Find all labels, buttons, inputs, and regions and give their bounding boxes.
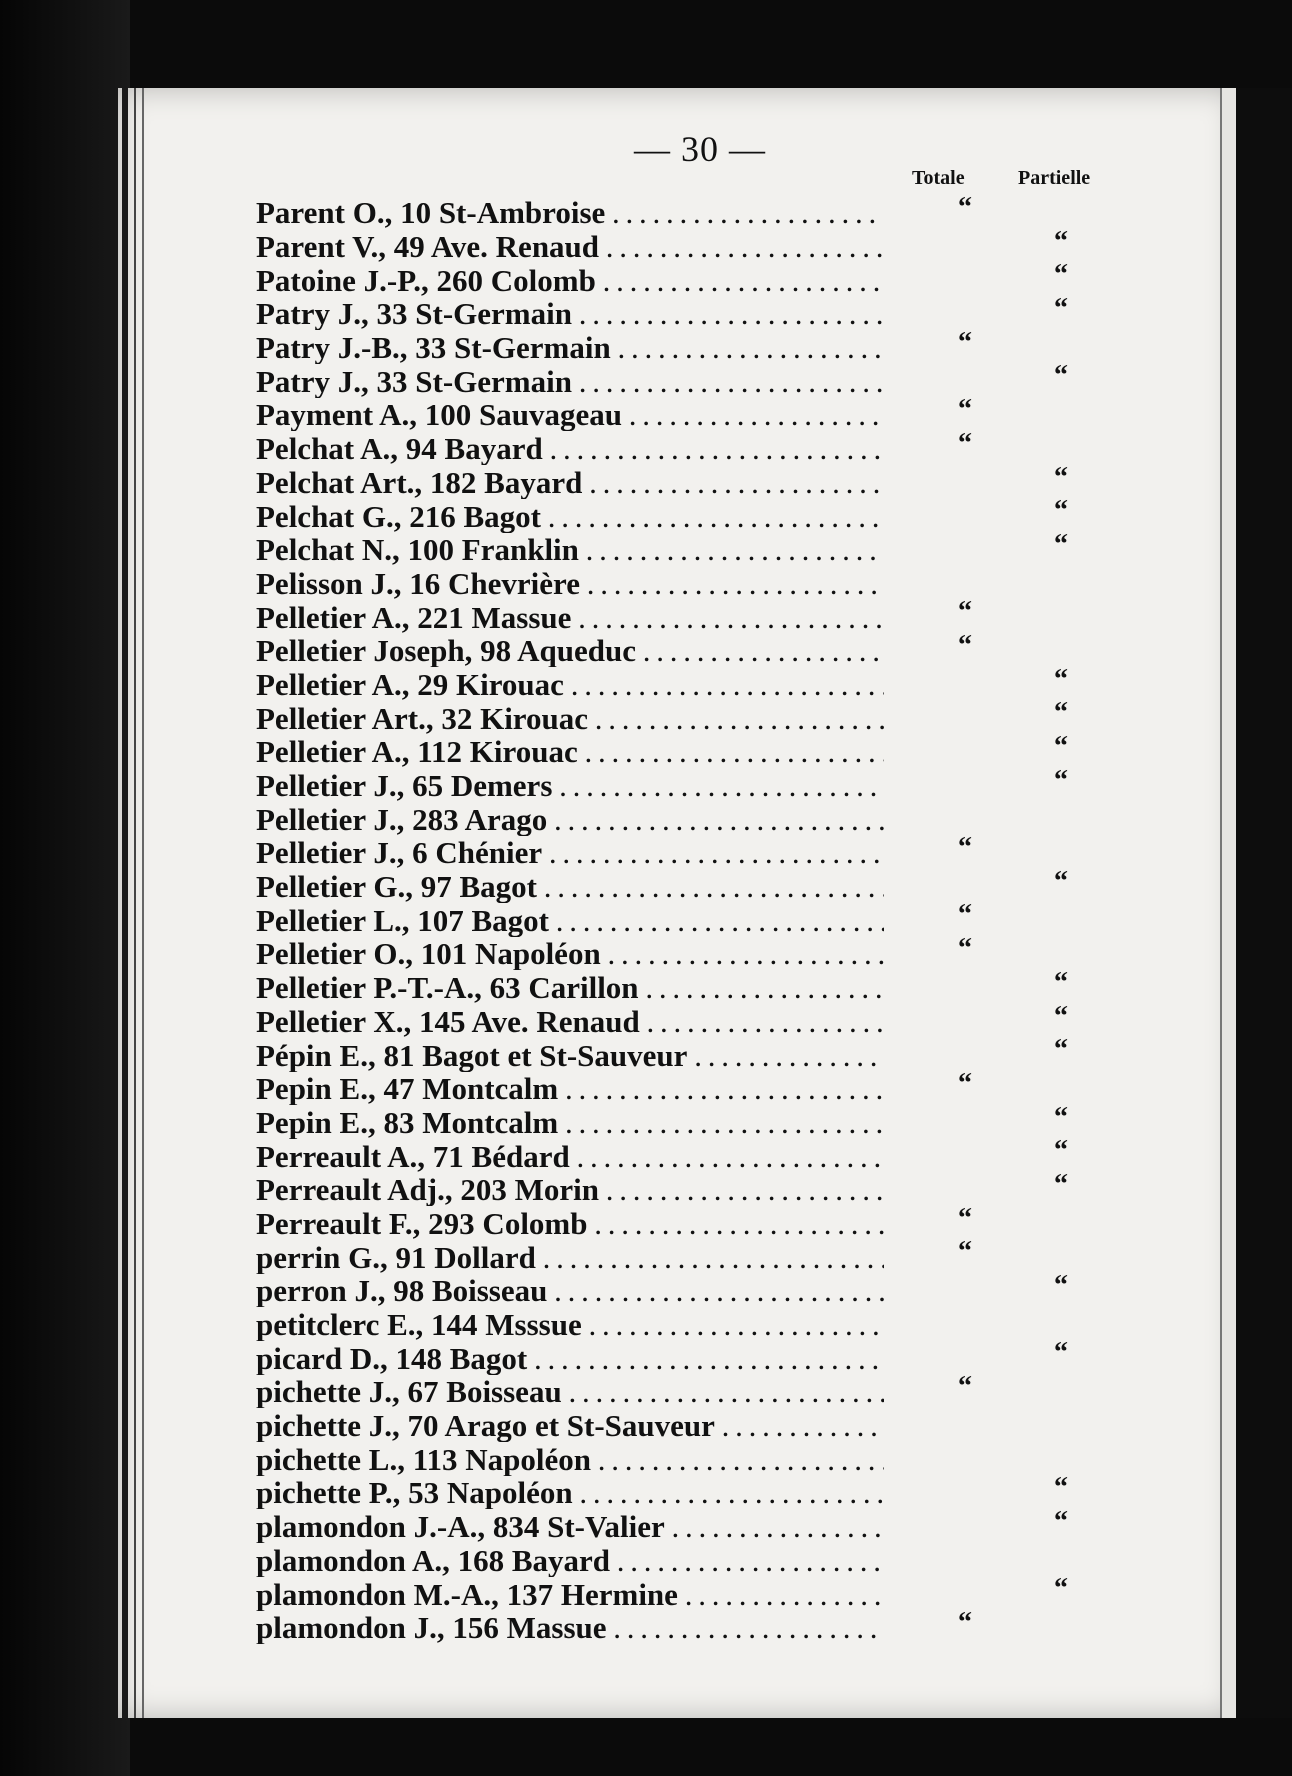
- entry-text: Pepin E., 83 Montcalm . . .: [256, 1106, 884, 1139]
- partielle-mark: “: [1054, 259, 1068, 291]
- entry-text: Pelletier A., 221 Massue . . .: [256, 601, 884, 634]
- binding-line: [142, 88, 144, 1718]
- entry-text: Payment A., 100 Sauvageau . . .: [256, 398, 884, 431]
- totale-mark: “: [958, 832, 972, 864]
- partielle-mark: “: [1054, 1101, 1068, 1133]
- list-item: [256, 495, 1136, 533]
- totale-mark: “: [958, 1371, 972, 1403]
- list-item: [256, 966, 1136, 1005]
- partielle-mark: “: [1054, 225, 1068, 257]
- list-item: [256, 1067, 1136, 1106]
- list-item: [256, 567, 1136, 601]
- microfilm-left-margin: [0, 0, 130, 1776]
- partielle-mark: “: [1054, 1168, 1068, 1200]
- list-item: [256, 427, 1136, 466]
- entry-text: Pelletier Joseph, 98 Aqueduc . . .: [256, 634, 884, 667]
- entry-text: plamondon J., 156 Massue . . .: [256, 1611, 884, 1644]
- list-item: [256, 1544, 1136, 1578]
- directory-entry-list: [256, 192, 1136, 1645]
- totale-mark: “: [958, 1067, 972, 1099]
- list-item: [256, 1034, 1136, 1072]
- partielle-mark: “: [1054, 495, 1068, 527]
- totale-mark: “: [958, 326, 972, 358]
- next-page-edge: [1220, 88, 1236, 1718]
- partielle-mark: “: [1054, 528, 1068, 560]
- list-item: [256, 225, 1136, 264]
- list-item: [256, 1236, 1136, 1274]
- partielle-mark: “: [1054, 360, 1068, 392]
- entry-text: Perreault F., 293 Colomb . . .: [256, 1207, 884, 1240]
- entry-text: Pelletier G., 97 Bagot . . .: [256, 870, 884, 903]
- entry-text: Pelletier Art., 32 Kirouac . . .: [256, 702, 884, 735]
- list-item: [256, 1409, 1136, 1443]
- entry-text: Pelchat G., 216 Bagot . . .: [256, 500, 884, 533]
- binding-line: [122, 88, 128, 1718]
- entry-text: picard D., 148 Bagot . . .: [256, 1342, 884, 1375]
- entry-text: Pelchat Art., 182 Bayard . . .: [256, 466, 884, 499]
- partielle-mark: “: [1054, 1505, 1068, 1537]
- partielle-mark: “: [1054, 1270, 1068, 1301]
- list-item: [256, 802, 1136, 836]
- entry-text: Perreault Adj., 203 Morin . . .: [256, 1173, 884, 1206]
- page-number: — 30 —: [634, 129, 766, 169]
- list-item: [256, 1308, 1136, 1342]
- totale-mark: “: [958, 192, 972, 223]
- entry-text: Pelletier O., 101 Napoléon . . .: [256, 937, 884, 970]
- entry-text: Perreault A., 71 Bédard . . .: [256, 1140, 884, 1173]
- entry-text: pichette J., 70 Arago et St-Sauveur . . .: [256, 1409, 884, 1442]
- entry-text: Parent V., 49 Ave. Renaud . . .: [256, 230, 884, 263]
- column-header-totale: Totale: [912, 167, 965, 189]
- entry-text: Pelletier J., 6 Chénier . . .: [256, 836, 884, 869]
- list-item: [256, 259, 1136, 297]
- list-item: [256, 293, 1136, 331]
- totale-mark: “: [958, 427, 972, 459]
- totale-mark: “: [958, 596, 972, 628]
- entry-text: Pelletier L., 107 Bagot . . .: [256, 904, 884, 937]
- partielle-mark: “: [1054, 764, 1068, 796]
- partielle-mark: “: [1054, 1573, 1068, 1605]
- list-item: [256, 1371, 1136, 1409]
- entry-text: perrin G., 91 Dollard . . .: [256, 1241, 884, 1274]
- list-item: [256, 731, 1136, 769]
- entry-text: Pelletier J., 283 Arago . . .: [256, 803, 884, 836]
- partielle-mark: “: [1054, 293, 1068, 325]
- list-item: [256, 1135, 1136, 1173]
- totale-mark: “: [958, 899, 972, 931]
- list-item: [256, 360, 1136, 398]
- entry-text: Parent O., 10 St-Ambroise . . .: [256, 196, 884, 229]
- list-item: [256, 1168, 1136, 1207]
- list-item: [256, 528, 1136, 567]
- entry-text: plamondon A., 168 Bayard . . .: [256, 1544, 884, 1577]
- list-item: [256, 1606, 1136, 1645]
- entry-text: pichette J., 67 Boisseau . . .: [256, 1375, 884, 1408]
- partielle-mark: “: [1054, 1337, 1068, 1369]
- list-item: [256, 933, 1136, 971]
- list-item: [256, 1202, 1136, 1241]
- entry-text: petitclerc E., 144 Msssue . . .: [256, 1308, 884, 1341]
- totale-mark: “: [958, 1202, 972, 1234]
- list-item: [256, 899, 1136, 937]
- partielle-mark: “: [1054, 1135, 1068, 1167]
- list-item: [256, 832, 1136, 870]
- entry-text: Pelletier X., 145 Ave. Renaud . . .: [256, 1005, 884, 1038]
- totale-mark: “: [958, 629, 972, 661]
- entry-text: plamondon J.-A., 834 St-Valier . . .: [256, 1510, 884, 1543]
- entry-text: Pepin E., 47 Montcalm . . .: [256, 1072, 884, 1105]
- entry-text: Pépin E., 81 Bagot et St-Sauveur . . .: [256, 1039, 884, 1072]
- totale-mark: “: [958, 933, 972, 965]
- totale-mark: “: [958, 1606, 972, 1638]
- partielle-mark: “: [1054, 865, 1068, 897]
- list-item: [256, 326, 1136, 365]
- entry-text: Patoine J.-P., 260 Colomb . . .: [256, 264, 884, 297]
- entry-text: Patry J., 33 St-Germain . . .: [256, 365, 884, 398]
- binding-line: [134, 88, 136, 1718]
- list-item: [256, 192, 1136, 230]
- partielle-mark: “: [1054, 966, 1068, 998]
- list-item: [256, 1573, 1136, 1611]
- list-item: [256, 1270, 1136, 1308]
- entry-text: Pelisson J., 16 Chevrière . . .: [256, 567, 884, 600]
- list-item: [256, 1337, 1136, 1375]
- partielle-mark: “: [1054, 1472, 1068, 1504]
- list-item: [256, 461, 1136, 500]
- entry-text: pichette P., 53 Napoléon . . .: [256, 1476, 884, 1509]
- list-item: [256, 629, 1136, 668]
- entry-text: Patry J.-B., 33 St-Germain . . .: [256, 331, 884, 364]
- entry-text: plamondon M.-A., 137 Hermine . . .: [256, 1578, 884, 1611]
- totale-mark: “: [958, 1236, 972, 1268]
- entry-text: Pelchat A., 94 Bayard . . .: [256, 432, 884, 465]
- partielle-mark: “: [1054, 461, 1068, 493]
- list-item: [256, 663, 1136, 702]
- entry-text: Patry J., 33 St-Germain . . .: [256, 297, 884, 330]
- entry-text: perron J., 98 Boisseau . . .: [256, 1274, 884, 1307]
- list-item: [256, 596, 1136, 634]
- totale-mark: “: [958, 394, 972, 426]
- list-item: [256, 764, 1136, 803]
- entry-text: Pelletier P.-T.-A., 63 Carillon . . .: [256, 971, 884, 1004]
- column-header-partielle: Partielle: [1018, 167, 1091, 189]
- list-item: [256, 1101, 1136, 1140]
- entry-text: Pelchat N., 100 Franklin . . .: [256, 533, 884, 566]
- list-item: [256, 394, 1136, 432]
- entry-text: Pelletier J., 65 Demers . . .: [256, 769, 884, 802]
- list-item: [256, 865, 1136, 904]
- entry-text: Pelletier A., 112 Kirouac . . .: [256, 735, 884, 768]
- entry-text: Pelletier A., 29 Kirouac . . .: [256, 668, 884, 701]
- partielle-mark: “: [1054, 1000, 1068, 1032]
- list-item: [256, 1000, 1136, 1039]
- microfilm-right-margin: [1236, 88, 1292, 1718]
- list-item: [256, 1442, 1136, 1476]
- partielle-mark: “: [1054, 697, 1068, 729]
- list-item: [256, 1505, 1136, 1544]
- list-item: [256, 697, 1136, 735]
- entry-text: pichette L., 113 Napoléon . . .: [256, 1443, 884, 1476]
- list-item: [256, 1472, 1136, 1510]
- partielle-mark: “: [1054, 1034, 1068, 1066]
- partielle-mark: “: [1054, 663, 1068, 695]
- partielle-mark: “: [1054, 731, 1068, 762]
